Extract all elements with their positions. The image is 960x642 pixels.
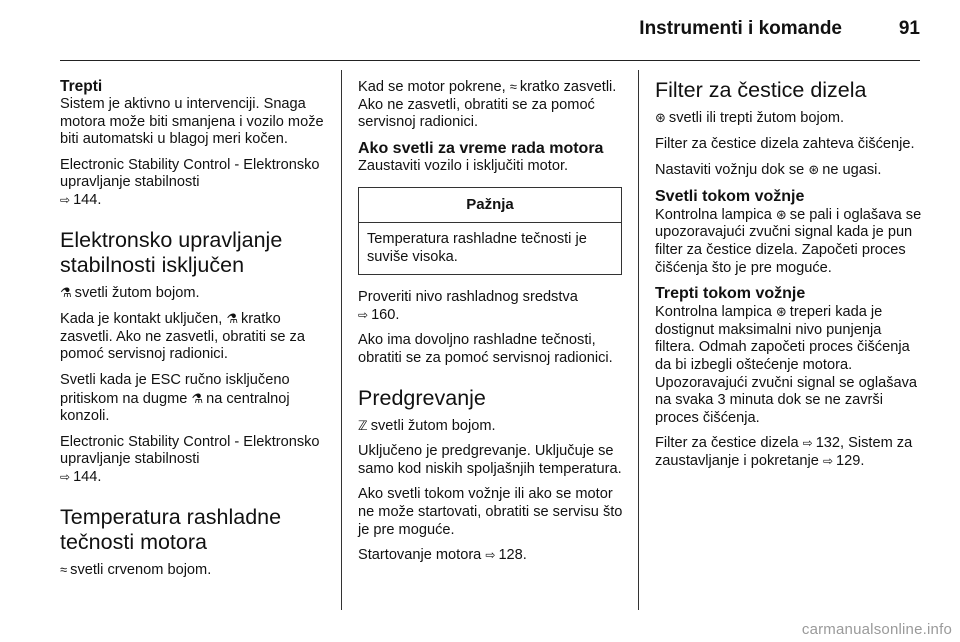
paragraph: Sistem je aktivno u intervenciji. Snaga motora može biti smanjena i vozilo može biti automatski u blagoj meri kočen. [60,96,324,148]
paragraph: ⊛ svetli ili trepti žutom bojom. [655,110,845,126]
paragraph: Kad se motor pokrene, ≈ kratko zasvetli. Ako ne zasvetli, obratiti se za pomoć servisnoj radionici. [358,79,617,131]
page-ref-arrow-icon: ⇨ [822,453,833,468]
reference-text: Electronic Stability Control - Elektronsko upravljanje stabilnosti [60,433,320,468]
reference-page[interactable]: 128. [498,547,527,564]
section-title: Filter za čestice dizela [655,78,867,102]
page-ref-arrow-icon: ⇨ [358,307,369,322]
paragraph: Filter za čestice dizela ⇨ 132, Sistem za zaustavljanje i pokretanje ⇨ 129. [655,435,913,469]
column-3 [655,78,923,479]
caution-box [358,187,622,275]
page-header [60,18,920,52]
paragraph: Proveriti nivo rashladnog sredstva ⇨ 160. [358,289,578,323]
page-number: 91 [898,18,920,39]
paragraph: Nastaviti vožnju dok se ⊛ ne ugasi. [655,162,882,179]
paragraph: Ako svetli tokom vožnje ili ako se motor ne može startovati, obratiti se servisu što je pre moguće. [358,486,623,538]
column-1 [60,78,328,587]
subheading-svetli: Svetli tokom vožnje [655,187,805,205]
glow-plug-icon: ℤ [358,417,368,433]
header-rule [60,60,920,61]
paragraph: Kontrolna lampica ⊛ se pali i oglašava se upozoravajući zvučni signal kada je pun filter za čestice dizela. Započeti proces čišćenja što je pre moguće. [655,206,922,276]
subheading: Ako svetli za vreme rada motora [358,139,604,157]
caution-body: Temperatura rashladne tečnosti je suviše visoka. [367,230,587,265]
reference-page[interactable]: 132, Sistem za zaustavljanje i pokretanje [655,435,913,469]
page-ref-arrow-icon: ⇨ [60,469,71,484]
column-divider [341,70,342,610]
coolant-temperature-icon: ≈ [509,79,517,94]
page-ref-arrow-icon: ⇨ [802,436,813,451]
paragraph: Kontrolna lampica ⊛ treperi kada je dostignut maksimalni nivo punjenja filtera. Odmah započeti proces čišćenja da bi izbegli oštećenje motora. Upozoravajući zvučni signal se oglašava na svaka 3 minuta dok se ne završi proces čišćenja. [655,304,918,426]
column-2 [358,78,626,573]
paragraph [60,157,328,210]
column-divider [638,70,639,610]
paragraph: Kada je kontakt uključen, ⚗ kratko zasvetli. Ako ne zasvetli, obratiti se za pomoć servisnoj radionici. [60,311,305,363]
paragraph [60,434,328,487]
page-ref-arrow-icon: ⇨ [485,548,496,563]
diesel-particle-filter-icon: ⊛ [808,162,820,178]
paragraph: Startovanje motora ⇨ 128. [358,547,527,564]
paragraph: ⚗ svetli žutom bojom. [60,284,200,301]
paragraph: Zaustaviti vozilo i isključiti motor. [358,157,569,174]
coolant-temperature-icon: ≈ [60,561,68,577]
section-title: Temperatura rashladne tečnosti motora [60,504,282,554]
paragraph: ≈ svetli crvenom bojom. [60,561,212,578]
paragraph: ℤ svetli žutom bojom. [358,417,496,434]
paragraph: Uključeno je predgrevanje. Uključuje se samo kod niskih spoljašnjih temperatura. [358,443,622,477]
diesel-particle-filter-icon: ⊛ [775,206,787,222]
reference-page[interactable]: 129. [836,452,865,469]
paragraph: Svetli kada je ESC ručno isključeno pritiskom na dugme ⚗ na centralnoj konzoli. [60,371,290,425]
subheading-trepti: Trepti tokom vožnje [655,285,806,303]
diesel-particle-filter-icon: ⊛ [655,110,666,125]
esc-off-icon: ⚗ [60,284,72,300]
caution-title: Pažnja [359,188,621,223]
esc-off-icon: ⚗ [191,390,204,406]
page-ref-arrow-icon: ⇨ [60,192,71,207]
header-title: Instrumenti i komande [639,18,842,39]
paragraph: Filter za čestice dizela zahteva čišćenje. [655,135,915,152]
reference-page[interactable]: 160. [371,306,400,323]
reference-text: Electronic Stability Control - Elektronsko upravljanje stabilnosti [60,156,320,191]
subheading-trepti: Trepti [60,78,103,95]
section-title: Elektronsko upravljanje stabilnosti isključen [60,227,283,277]
paragraph: Ako ima dovoljno rashladne tečnosti, obratiti se za pomoć servisnoj radionici. [358,332,613,366]
watermark: carmanualsonline.info [801,621,952,638]
reference-page[interactable]: 144. [73,191,102,208]
reference-page[interactable]: 144. [73,468,102,485]
esc-off-icon: ⚗ [226,311,238,327]
diesel-particle-filter-icon: ⊛ [775,304,787,320]
section-title: Predgrevanje [358,385,486,410]
